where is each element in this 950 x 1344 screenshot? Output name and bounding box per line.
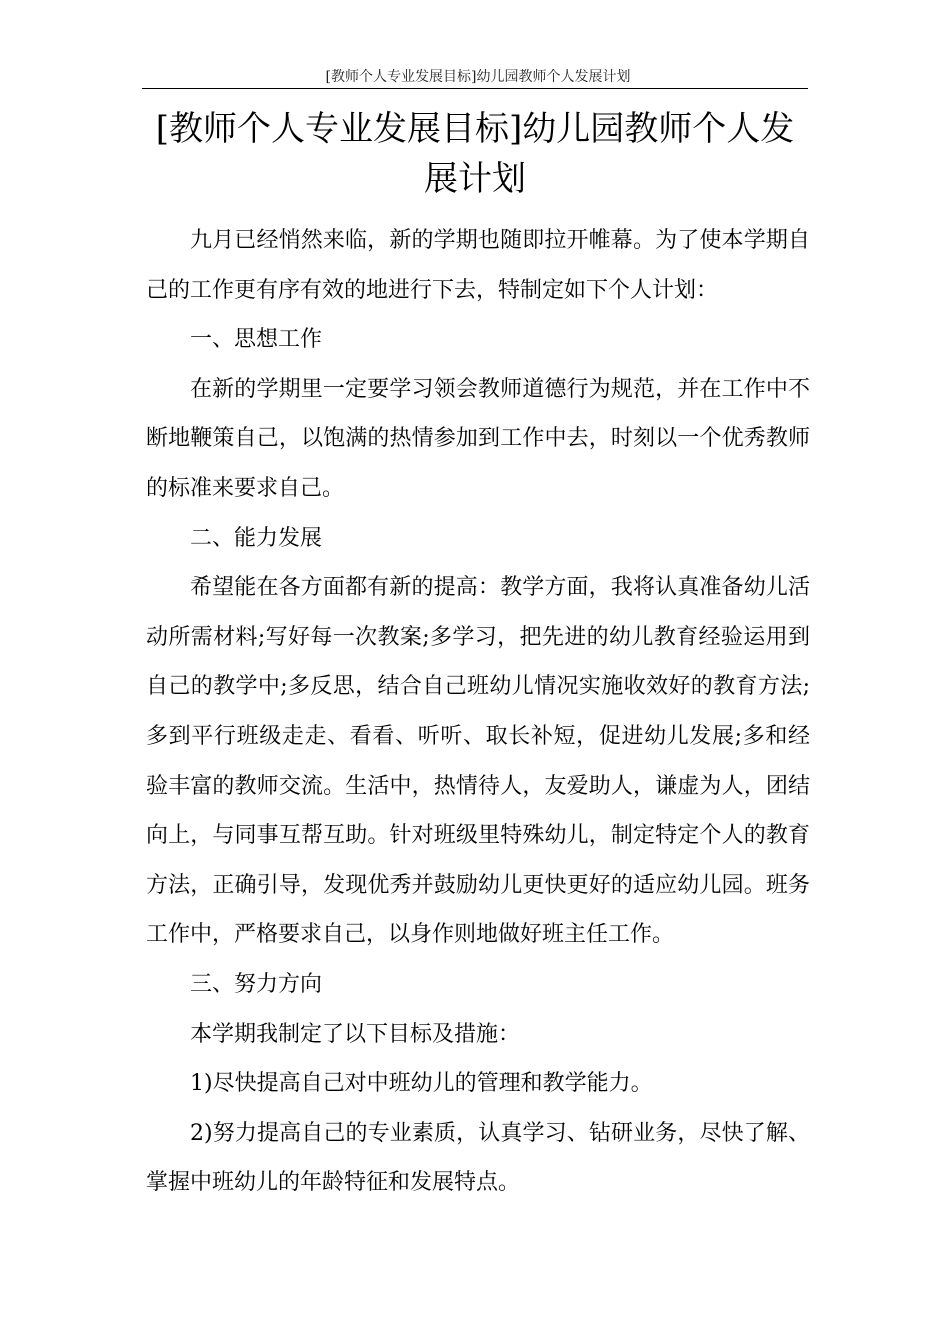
thinking-paragraph: 在新的学期里一定要学习领会教师道德行为规范，并在工作中不断地鞭策自己，以饱满的热情参加到工作中去，时刻以一个优秀教师的标准来要求自己。 xyxy=(146,376,810,501)
header-rule xyxy=(142,88,808,89)
document-title-line-2: 展计划 xyxy=(424,159,526,199)
goal-item-2: 2)努力提高自己的专业素质，认真学习、钻研业务，尽快了解、掌握中班幼儿的年龄特征和发展特点。 xyxy=(146,1120,810,1196)
running-header: [教师个人专业发展目标]幼儿园教师个人发展计划 xyxy=(325,69,631,85)
intro-paragraph: 九月已经悄然来临，新的学期也随即拉开帷幕。为了使本学期自己的工作更有序有效的地进行下去，特制定如下个人计划： xyxy=(146,228,810,303)
goals-intro-paragraph: 本学期我制定了以下目标及措施： xyxy=(190,1021,521,1047)
goal-item-1: 1)尽快提高自己对中班幼儿的管理和教学能力。 xyxy=(190,1071,653,1097)
document-body xyxy=(146,216,810,1208)
document-title-line-1: [教师个人专业发展目标]幼儿园教师个人发 xyxy=(155,109,795,149)
ability-paragraph: 希望能在各方面都有新的提高：教学方面，我将认真准备幼儿活动所需材料;写好每一次教案;多学习，把先进的幼儿教育经验运用到自己的教学中;多反思，结合自己班幼儿情况实施收效好的教育方法;多到平行班级走走、看看、听听、取长补短，促进幼儿发展;多和经验丰富的教师交流。生活中，热情待人，友爱助人，谦虚为人，团结向上，与同事互帮互助。针对班级里特殊幼儿，制定特定个人的教育方法，正确引导，发现优秀并鼓励幼儿更快更好的适应幼儿园。班务工作中，严格要求自己，以身作则地做好班主任工作。 xyxy=(146,575,810,948)
section-heading-ability: 二、能力发展 xyxy=(190,525,323,551)
section-heading-thinking: 一、思想工作 xyxy=(190,327,323,353)
document-title xyxy=(140,104,810,204)
section-heading-direction: 三、努力方向 xyxy=(190,971,323,997)
